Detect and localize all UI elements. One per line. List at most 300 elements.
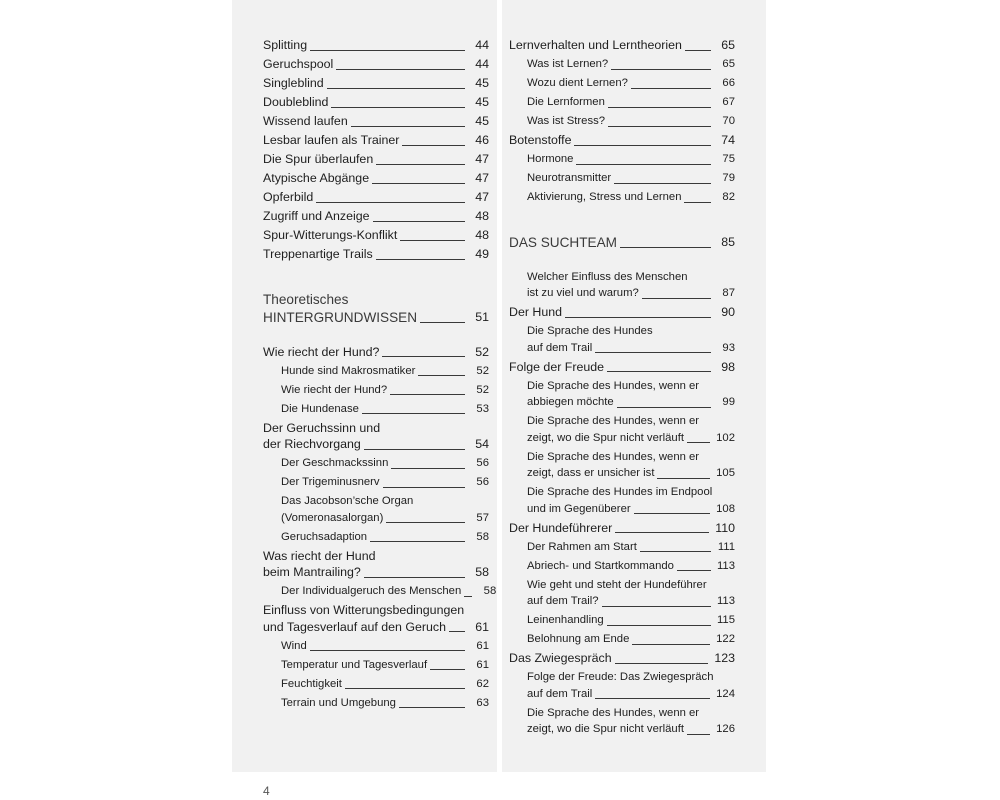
toc-entry-title: Die Sprache des Hundes	[527, 325, 653, 337]
toc-entry-title: Einfluss von Witterungsbedingungen	[263, 603, 465, 617]
toc-entry-title: Folge der Freude: Das Zwiegespräch	[527, 671, 714, 683]
leader-line	[565, 317, 711, 318]
leader-line	[327, 88, 465, 89]
leader-line	[383, 487, 465, 488]
leader-line	[464, 596, 472, 597]
toc-subentry	[263, 383, 489, 399]
toc-page-number: 52	[476, 364, 489, 377]
toc-page-number: 48	[475, 209, 489, 223]
toc-line	[263, 603, 489, 619]
toc-line	[281, 456, 489, 472]
toc-subentry	[263, 530, 489, 546]
leader-line	[608, 107, 711, 108]
toc-line	[527, 324, 735, 340]
toc-page-number: 62	[476, 677, 489, 690]
toc-line	[527, 485, 735, 501]
toc-entry-title: Hunde sind Makrosmatiker	[281, 364, 416, 377]
toc-line	[281, 475, 489, 491]
leader-line	[632, 644, 710, 645]
toc-section-heading	[263, 291, 489, 326]
toc-line	[527, 670, 735, 686]
toc-entry-title: Was riecht der Hund	[263, 548, 376, 563]
toc-subentry	[263, 696, 489, 712]
toc-line	[263, 38, 489, 54]
toc-subentry	[263, 494, 489, 526]
toc-line	[509, 38, 735, 54]
toc-line	[527, 190, 735, 206]
toc-line	[263, 421, 489, 437]
toc-page-number: 113	[716, 559, 735, 572]
leader-line	[376, 164, 465, 165]
leader-line	[687, 734, 710, 735]
toc-subentry	[509, 171, 735, 187]
leader-line	[607, 371, 711, 372]
toc-line	[281, 530, 489, 546]
toc-subentry	[509, 57, 735, 73]
toc-subentry	[263, 475, 489, 491]
toc-subentry	[509, 578, 735, 610]
leader-line	[687, 442, 710, 443]
toc-entry-title: Die Hundenase	[281, 402, 359, 415]
toc-entry-title: Die Lernformen	[527, 96, 605, 108]
toc-page-number: 99	[722, 396, 735, 408]
toc-page-number: 48	[475, 228, 489, 242]
toc-line	[527, 114, 735, 130]
toc-page-number: 65	[722, 58, 735, 70]
toc-entry-title: Die Spur überlaufen	[263, 152, 374, 166]
page-number: 4	[263, 784, 270, 798]
toc-line	[263, 95, 489, 111]
toc-line	[527, 286, 735, 302]
toc-page-number: 108	[716, 502, 735, 515]
toc-entry-title: Folge der Freude	[509, 359, 605, 374]
toc-subentry	[509, 670, 735, 702]
leader-line	[376, 259, 465, 260]
toc-entry-title: zeigt, wo die Spur nicht verläuft	[527, 431, 684, 444]
toc-line	[263, 565, 489, 581]
toc-line	[263, 549, 489, 565]
toc-entry-title: Treppenartige Trails	[263, 247, 373, 261]
leader-line	[615, 663, 709, 664]
toc-line	[527, 706, 735, 722]
toc-subentry	[263, 639, 489, 655]
toc-line	[527, 270, 735, 286]
toc-entry-title: Der Individualgeruch des Menschen	[281, 585, 462, 597]
toc-chapter-entry	[509, 38, 735, 54]
toc-entry-title: Singleblind	[263, 76, 324, 90]
leader-line	[642, 298, 711, 299]
toc-line	[281, 639, 489, 655]
toc-entry-title: Die Sprache des Hundes, wenn er	[527, 415, 700, 427]
toc-subentry	[509, 613, 735, 629]
toc-line	[527, 559, 735, 575]
leader-line	[615, 532, 709, 533]
toc-entry-title: der Riechvorgang	[263, 437, 361, 451]
leader-line	[595, 698, 710, 699]
toc-line	[527, 613, 735, 629]
toc-entry-title: und Tagesverlauf auf den Geruch	[263, 619, 447, 634]
toc-line	[527, 632, 735, 648]
toc-line	[527, 76, 735, 92]
toc-page-number: 45	[475, 95, 489, 109]
toc-page-number: 47	[475, 190, 489, 204]
toc-page-number: 79	[722, 172, 735, 184]
toc-entry-title: Opferbild	[263, 190, 314, 204]
leader-line	[574, 145, 711, 146]
toc-chapter-entry	[509, 360, 735, 376]
toc-subentry	[509, 485, 735, 517]
toc-subentry	[263, 658, 489, 674]
toc-entry-title: Wozu dient Lernen?	[527, 77, 628, 89]
toc-entry-title: Botenstoffe	[509, 133, 572, 147]
page-gutter	[497, 0, 502, 772]
toc-line	[281, 402, 489, 418]
toc-page-number: 102	[716, 431, 735, 444]
toc-page-number: 123	[714, 651, 735, 665]
leader-line	[420, 322, 465, 323]
toc-page-number: 65	[721, 38, 735, 52]
toc-line	[263, 437, 489, 453]
leader-line	[370, 541, 465, 542]
leader-line	[576, 164, 711, 165]
toc-entry-title: Wie riecht der Hund?	[263, 344, 380, 359]
toc-subentry	[509, 152, 735, 168]
toc-line	[281, 511, 489, 527]
toc-entry-title: zeigt, dass er unsicher ist	[527, 467, 655, 479]
toc-entry-title: Splitting	[263, 38, 308, 52]
toc-chapter-entry	[263, 247, 489, 263]
toc-entry-title: ist zu viel und warum?	[527, 287, 639, 299]
toc-page-number: 44	[475, 57, 489, 71]
toc-chapter-entry	[263, 57, 489, 73]
toc-entry-title: beim Mantrailing?	[263, 565, 361, 579]
toc-entry-title: Zugriff und Anzeige	[263, 209, 370, 223]
toc-line	[263, 228, 489, 244]
toc-line	[527, 450, 735, 466]
toc-page-number: 113	[716, 595, 735, 607]
toc-line	[263, 152, 489, 168]
toc-line	[281, 383, 489, 399]
leader-line	[310, 650, 465, 651]
toc-line	[527, 414, 735, 430]
toc-entry-title: Lesbar laufen als Trainer	[263, 133, 400, 147]
toc-subentry	[509, 706, 735, 738]
toc-page-number: 58	[475, 565, 489, 579]
toc-page-number: 124	[716, 687, 735, 700]
toc-entry-title: Was ist Stress?	[527, 115, 606, 127]
leader-line	[345, 688, 465, 689]
toc-entry-title: Was ist Lernen?	[527, 58, 609, 70]
toc-entry-title: Spur-Witterungs-Konflikt	[263, 228, 398, 242]
toc-chapter-entry	[263, 228, 489, 244]
toc-chapter-entry	[263, 190, 489, 206]
toc-page-number: 53	[476, 402, 489, 415]
toc-page-number: 110	[715, 520, 735, 535]
toc-entry-title: Lernverhalten und Lerntheorien	[509, 38, 682, 52]
toc-chapter-entry	[263, 603, 489, 635]
leader-line	[684, 202, 711, 203]
toc-page-number: 70	[722, 115, 735, 127]
toc-chapter-entry	[263, 152, 489, 168]
toc-line	[263, 209, 489, 225]
toc-entry-title: Abriech- und Startkommando	[527, 559, 674, 572]
toc-page-number: 44	[475, 38, 489, 52]
toc-subentry	[263, 364, 489, 380]
toc-entry-title: Das Jacobson’sche Organ	[281, 495, 414, 507]
toc-page-number: 122	[716, 633, 735, 645]
toc-chapter-entry	[509, 651, 735, 667]
toc-line	[263, 190, 489, 206]
toc-page-number: 90	[721, 305, 735, 319]
toc-line	[527, 502, 735, 518]
toc-chapter-entry	[263, 549, 489, 581]
toc-entry-title: Der Rahmen am Start	[527, 540, 637, 553]
toc-line	[509, 360, 735, 376]
leader-line	[602, 606, 711, 607]
toc-line	[263, 309, 489, 326]
leader-line	[390, 394, 465, 395]
toc-line	[263, 291, 489, 308]
toc-page-number: 67	[722, 96, 735, 108]
toc-chapter-entry	[263, 345, 489, 361]
toc-entry-title: Atypische Abgänge	[263, 171, 370, 185]
toc-chapter-entry	[263, 38, 489, 54]
toc-entry-title: Geruchspool	[263, 57, 334, 71]
toc-page-number: 82	[722, 191, 735, 203]
toc-line	[527, 171, 735, 187]
leader-line	[331, 107, 465, 108]
toc-chapter-entry	[263, 76, 489, 92]
toc-subentry	[263, 677, 489, 693]
toc-entry-title: Doubleblind	[263, 95, 329, 109]
leader-line	[614, 183, 711, 184]
toc-line	[527, 395, 735, 411]
leader-line	[316, 202, 465, 203]
toc-page-number: 74	[721, 133, 735, 147]
toc-line	[263, 247, 489, 263]
leader-line	[595, 352, 711, 353]
toc-entry-title: (Vomeronasalorgan)	[281, 511, 384, 524]
leader-line	[657, 478, 710, 479]
toc-line	[509, 521, 735, 537]
toc-line	[527, 594, 735, 610]
toc-entry-title: abbiegen möchte	[527, 396, 614, 408]
toc-subentry	[263, 456, 489, 472]
toc-entry-title: Welcher Einfluss des Menschen	[527, 270, 688, 283]
toc-entry-title: Die Sprache des Hundes, wenn er	[527, 706, 700, 719]
toc-page-number: 49	[475, 247, 489, 261]
toc-page-number: 51	[475, 309, 489, 324]
toc-page-number: 126	[716, 723, 735, 735]
toc-page-number: 85	[721, 234, 735, 249]
toc-chapter-entry	[509, 305, 735, 321]
toc-page-number: 54	[475, 437, 489, 451]
toc-chapter-entry	[263, 421, 489, 453]
toc-line	[263, 57, 489, 73]
leader-line	[640, 551, 711, 552]
leader-line	[677, 570, 711, 571]
toc-page-number: 58	[483, 585, 497, 597]
toc-page-number: 93	[722, 341, 735, 354]
toc-subentry	[509, 114, 735, 130]
toc-entry-title: Wie geht und steht der Hundeführer	[527, 578, 707, 591]
toc-line	[263, 620, 489, 636]
leader-line	[400, 240, 465, 241]
toc-entry-title: zeigt, wo die Spur nicht verläuft	[527, 723, 684, 735]
toc-line	[281, 696, 489, 712]
toc-page-number: 61	[476, 658, 489, 671]
leader-line	[364, 449, 465, 450]
toc-subentry	[509, 632, 735, 648]
toc-entry-title: Der Geschmackssinn	[281, 457, 389, 469]
toc-page-number: 45	[475, 76, 489, 90]
leader-line	[364, 577, 465, 578]
toc-line	[527, 578, 735, 594]
leader-line	[617, 407, 711, 408]
toc-subentry	[509, 450, 735, 482]
toc-line	[263, 133, 489, 149]
toc-chapter-entry	[509, 521, 735, 537]
toc-entry-title: HINTERGRUNDWISSEN	[263, 309, 418, 325]
toc-line	[281, 658, 489, 674]
toc-line	[527, 687, 735, 703]
toc-entry-title: Belohnung am Ende	[527, 633, 630, 645]
leader-line	[418, 375, 465, 376]
toc-line	[281, 364, 489, 380]
leader-line	[430, 669, 465, 670]
toc-page-number: 61	[476, 639, 489, 652]
toc-entry-title: Aktivierung, Stress und Lernen	[527, 191, 682, 203]
toc-page-number: 56	[476, 476, 489, 488]
toc-entry-title: Geruchsadaption	[281, 530, 368, 543]
leader-line	[402, 145, 465, 146]
toc-line	[263, 345, 489, 361]
toc-entry-title: Neurotransmitter	[527, 172, 612, 184]
toc-subentry	[509, 95, 735, 111]
toc-line	[527, 95, 735, 111]
toc-page-number: 52	[476, 383, 489, 396]
leader-line	[373, 221, 465, 222]
toc-chapter-entry	[263, 95, 489, 111]
toc-chapter-entry	[263, 209, 489, 225]
toc-page-number: 115	[716, 614, 735, 626]
toc-page-number: 47	[475, 171, 489, 185]
toc-entry-title: DAS SUCHTEAM	[509, 234, 618, 250]
toc-page-number: 105	[716, 467, 735, 479]
toc-subentry	[263, 402, 489, 418]
toc-left-column	[263, 38, 497, 711]
leader-line	[608, 126, 711, 127]
toc-entry-title: Wind	[281, 639, 307, 652]
leader-line	[634, 513, 711, 514]
toc-line	[527, 466, 735, 482]
leader-line	[685, 50, 711, 51]
toc-page-number: 61	[475, 619, 489, 634]
leader-line	[399, 707, 465, 708]
toc-line	[527, 722, 735, 738]
toc-entry-title: Die Sprache des Hundes, wenn er	[527, 450, 700, 463]
toc-entry-title: Wissend laufen	[263, 114, 348, 128]
toc-line	[527, 379, 735, 395]
toc-line	[509, 133, 735, 149]
toc-entry-title: Terrain und Umgebung	[281, 696, 396, 709]
toc-page-number: 52	[475, 344, 489, 359]
toc-subentry	[263, 584, 497, 600]
toc-line	[281, 677, 489, 693]
toc-line	[527, 152, 735, 168]
toc-chapter-entry	[263, 133, 489, 149]
toc-entry-title: Die Sprache des Hundes im Endpool	[527, 486, 713, 498]
leader-line	[631, 88, 711, 89]
toc-entry-title: Theoretisches	[263, 291, 349, 307]
toc-page-number: 47	[475, 152, 489, 166]
toc-line	[263, 76, 489, 92]
toc-page-number: 46	[475, 133, 489, 147]
toc-entry-title: Wie riecht der Hund?	[281, 383, 388, 396]
toc-entry-title: auf dem Trail	[527, 687, 593, 700]
toc-line	[527, 341, 735, 357]
leader-line	[351, 126, 465, 127]
toc-entry-title: Das Zwiegespräch	[509, 651, 612, 665]
toc-line	[509, 651, 735, 667]
toc-subentry	[509, 540, 735, 556]
leader-line	[336, 69, 465, 70]
toc-entry-title: Die Sprache des Hundes, wenn er	[527, 379, 700, 392]
toc-page-number: 58	[476, 530, 489, 543]
toc-line	[263, 114, 489, 130]
leader-line	[611, 69, 711, 70]
toc-subentry	[509, 324, 735, 356]
toc-entry-title: Hormone	[527, 153, 574, 165]
toc-entry-title: Der Hundeführerer	[509, 520, 613, 535]
toc-subentry	[509, 379, 735, 411]
toc-page-number: 63	[476, 696, 489, 709]
toc-page-number: 87	[722, 287, 735, 299]
toc-page-number: 75	[722, 153, 735, 165]
leader-line	[607, 625, 711, 626]
toc-line	[527, 57, 735, 73]
toc-subentry	[509, 76, 735, 92]
leader-line	[386, 522, 465, 523]
toc-entry-title: auf dem Trail?	[527, 595, 599, 607]
toc-page-number: 56	[476, 457, 489, 469]
toc-page-number: 45	[475, 114, 489, 128]
toc-line	[509, 234, 735, 251]
toc-chapter-entry	[263, 114, 489, 130]
leader-line	[391, 468, 465, 469]
toc-entry-title: auf dem Trail	[527, 341, 593, 354]
toc-subentry	[509, 559, 735, 575]
toc-section-heading	[509, 234, 735, 251]
toc-chapter-entry	[263, 171, 489, 187]
toc-line	[263, 171, 489, 187]
leader-line	[620, 247, 711, 248]
toc-subentry	[509, 414, 735, 446]
toc-chapter-entry	[509, 133, 735, 149]
leader-line	[310, 50, 465, 51]
toc-entry-title: Der Geruchssinn und	[263, 420, 381, 435]
toc-subentry	[509, 190, 735, 206]
leader-line	[449, 631, 465, 632]
leader-line	[372, 183, 465, 184]
toc-page-number: 57	[476, 511, 489, 524]
toc-entry-title: und im Gegenüberer	[527, 502, 631, 515]
leader-line	[362, 413, 465, 414]
toc-entry-title: Temperatur und Tagesverlauf	[281, 658, 428, 671]
toc-page-number: 66	[722, 77, 735, 89]
leader-line	[382, 356, 465, 357]
toc-entry-title: Der Hund	[509, 305, 563, 319]
